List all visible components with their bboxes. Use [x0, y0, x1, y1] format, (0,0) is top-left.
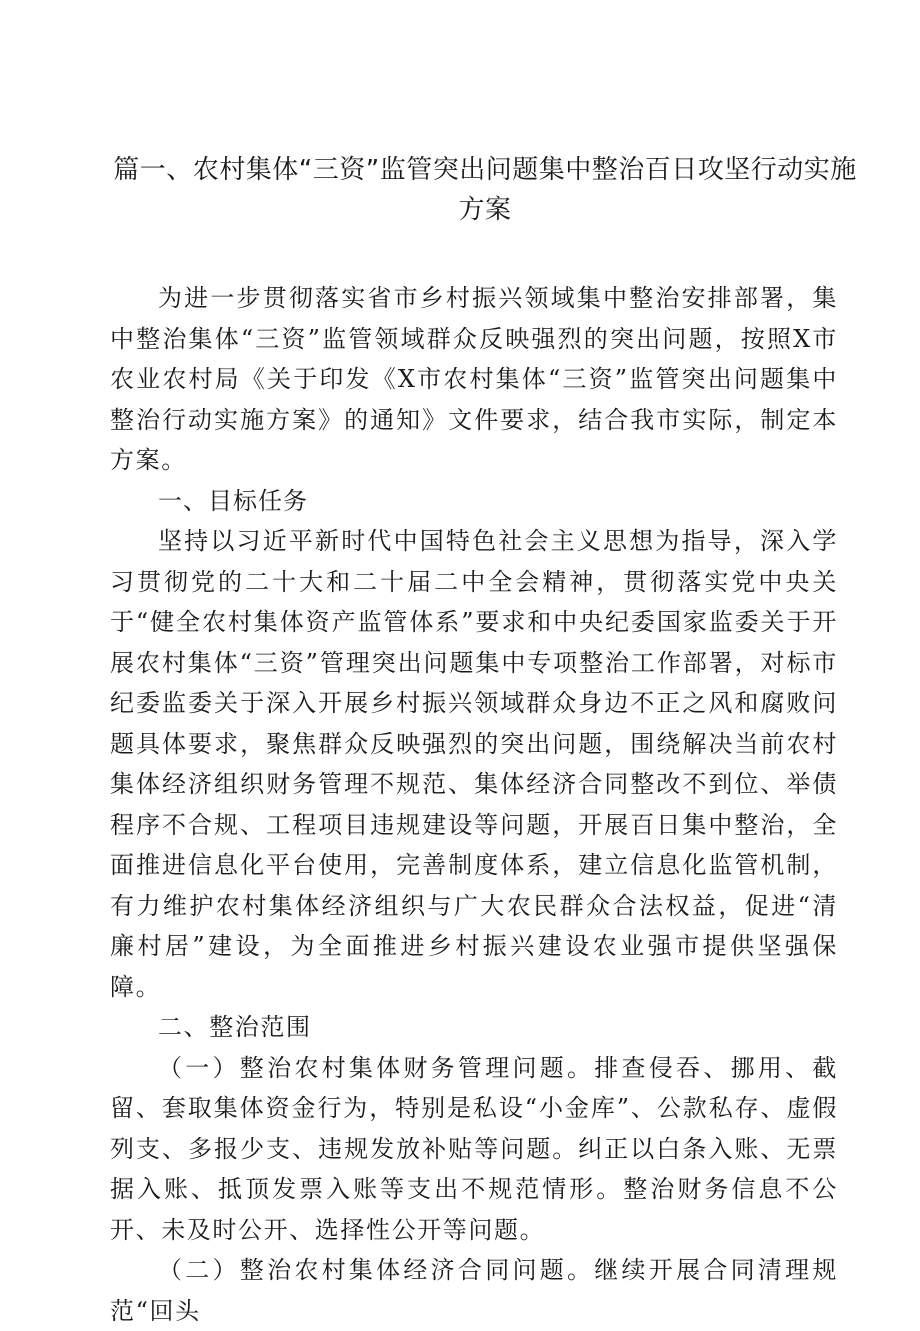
intro-paragraph: 为进一步贯彻落实省市乡村振兴领域集中整治安排部署，集中整治集体“三资”监管领域群众反映强烈的突出问题，按照X市农业农村局《关于印发《X市农村集体“三资”监管突出问题集中整治行动实施方案》的通知》文件要求，结合我市实际，制定本方案。 [110, 284, 838, 474]
scope-item-2: （二）整治农村集体经济合同问题。继续开展合同清理规范“回头 [110, 1256, 838, 1325]
document-body [110, 278, 838, 1331]
section-heading-scope: 二、整治范围 [158, 1013, 312, 1041]
scope-item-1: （一）整治农村集体财务管理问题。排查侵吞、挪用、截留、套取集体资金行为，特别是私设“小金库”、公款私存、虚假列支、多报少支、违规发放补贴等问题。纠正以白条入账、无票据入账、抵顶发票入账等支出不规范情形。整治财务信息不公开、未及时公开、选择性公开等问题。 [110, 1053, 838, 1244]
document-title: 篇一、农村集体“三资”监管突出问题集中整治百日攻坚行动实施方案 [113, 155, 857, 225]
objectives-paragraph: 坚持以习近平新时代中国特色社会主义思想为指导，深入学习贯彻党的二十大和二十届二中全会精神，贯彻落实党中央关于“健全农村集体资产监管体系”要求和中央纪委国家监委关于开展农村集体“三资”管理突出问题集中专项整治工作部署，对标市纪委监委关于深入开展乡村振兴领域群众身边不正之风和腐败问题具体要求，聚焦群众反映强烈的突出问题，围绕解决当前农村集体经济组织财务管理不规范、集体经济合同整改不到位、举债程序不合规、工程项目违规建设等问题，开展百日集中整治，全面推进信息化平台使用，完善制度体系，建立信息化监管机制，有力维护农村集体经济组织与广大农民群众合法权益，促进“清廉村居”建设，为全面推进乡村振兴建设农业强市提供坚强保障。 [110, 527, 838, 1001]
section-heading-objectives: 一、目标任务 [158, 486, 308, 515]
